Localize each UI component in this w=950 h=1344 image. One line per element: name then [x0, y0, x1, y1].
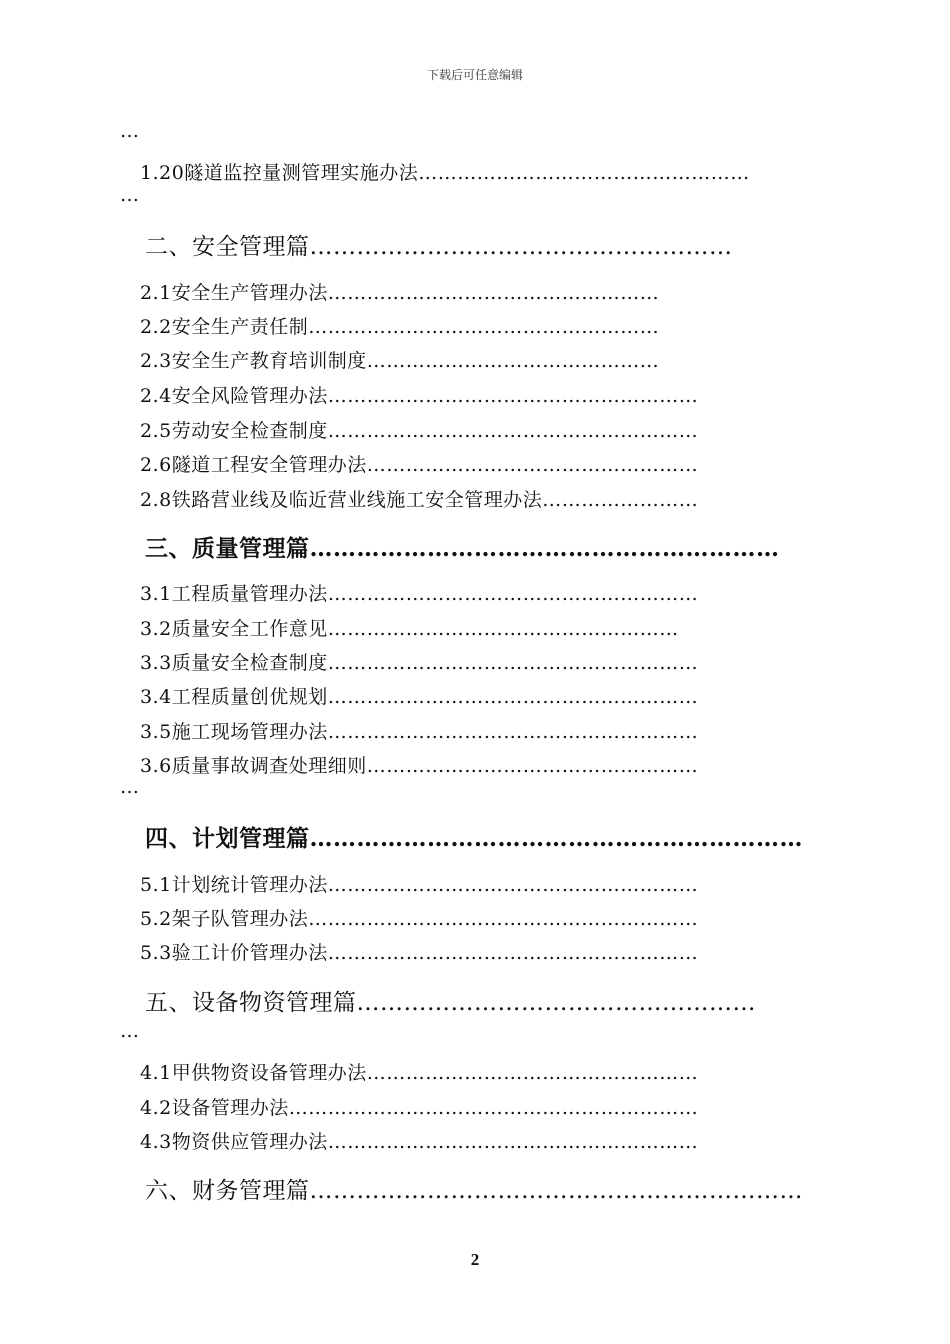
toc-entry-2-2[interactable]: 2.2安全生产责任制………………………………………………	[140, 316, 660, 338]
toc-continuation: …	[120, 120, 140, 142]
toc-entry-2-6[interactable]: 2.6隧道工程安全管理办法……………………………………………	[140, 454, 699, 476]
toc-section-finance[interactable]: 六、财务管理篇………………………………………………………	[145, 1178, 803, 1204]
toc-continuation: …	[120, 1020, 140, 1042]
toc-entry-5-3[interactable]: 5.3验工计价管理办法…………………………………………………	[140, 942, 699, 964]
toc-entry-4-3[interactable]: 4.3物资供应管理办法…………………………………………………	[140, 1131, 699, 1153]
toc-entry-3-6[interactable]: 3.6质量事故调查处理细则……………………………………………	[140, 755, 699, 777]
toc-section-planning[interactable]: 四、计划管理篇………………………………………………………	[145, 825, 803, 852]
toc-entry-5-2[interactable]: 5.2架子队管理办法……………………………………………………	[140, 908, 699, 930]
toc-section-equipment[interactable]: 五、设备物资管理篇……………………………………………	[145, 990, 756, 1016]
toc-entry-3-4[interactable]: 3.4工程质量创优规划…………………………………………………	[140, 686, 699, 708]
toc-entry-4-1[interactable]: 4.1甲供物资设备管理办法……………………………………………	[140, 1062, 699, 1084]
toc-continuation: …	[120, 776, 140, 798]
toc-entry-2-3[interactable]: 2.3安全生产教育培训制度………………………………………	[140, 350, 660, 372]
toc-entry-2-5[interactable]: 2.5劳动安全检查制度…………………………………………………	[140, 420, 699, 442]
toc-entry-3-2[interactable]: 3.2质量安全工作意见………………………………………………	[140, 618, 679, 640]
toc-entry-4-2[interactable]: 4.2设备管理办法………………………………………………………	[140, 1097, 699, 1119]
toc-section-quality[interactable]: 三、质量管理篇……………………………………………………	[145, 535, 780, 562]
toc-entry-1-20[interactable]: 1.20隧道监控量测管理实施办法……………………………………………	[140, 162, 750, 184]
toc-entry-2-1[interactable]: 2.1安全生产管理办法……………………………………………	[140, 282, 660, 304]
toc-entry-2-8[interactable]: 2.8铁路营业线及临近营业线施工安全管理办法……………………	[140, 489, 699, 511]
toc-entry-3-3[interactable]: 3.3质量安全检查制度…………………………………………………	[140, 652, 699, 674]
toc-entry-2-4[interactable]: 2.4安全风险管理办法…………………………………………………	[140, 385, 699, 407]
toc-continuation: …	[120, 184, 140, 206]
toc-entry-3-5[interactable]: 3.5施工现场管理办法…………………………………………………	[140, 721, 699, 743]
page-header: 下载后可任意编辑	[426, 68, 523, 82]
page-number: 2	[470, 1250, 480, 1269]
toc-section-safety[interactable]: 二、安全管理篇………………………………………………	[145, 234, 733, 260]
toc-entry-5-1[interactable]: 5.1计划统计管理办法…………………………………………………	[140, 874, 699, 896]
toc-entry-3-1[interactable]: 3.1工程质量管理办法…………………………………………………	[140, 583, 699, 605]
